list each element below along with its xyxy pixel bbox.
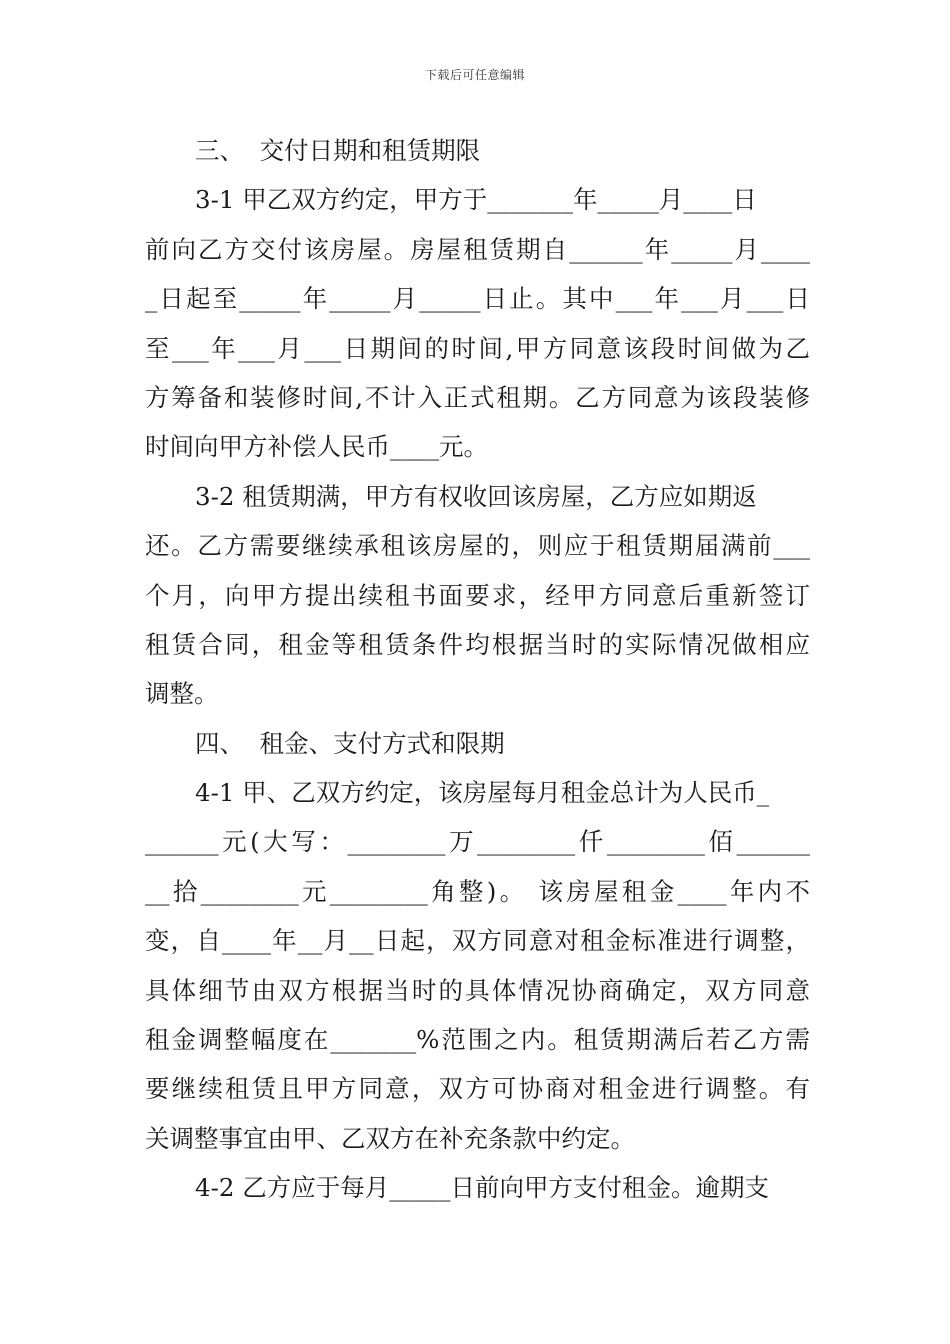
text-line: 要继续租赁且甲方同意，双方可协商对租金进行调整。有	[145, 1074, 810, 1104]
clause-first-line: 4-1 甲、乙双方约定，该房屋每月租金总计为人民币_	[195, 778, 769, 808]
document-body	[145, 126, 810, 1213]
text-line: 方筹备和装修时间,不计入正式租期。乙方同意为该段装修	[145, 382, 810, 412]
clause-first-line: 3-2 租赁期满，甲方有权收回该房屋，乙方应如期返	[195, 481, 757, 511]
clause-first-line: 4-2 乙方应于每月_____日前向甲方支付租金。逾期支	[195, 1173, 769, 1203]
text-line: 租金调整幅度在_______%范围之内。租赁期满后若乙方需	[145, 1025, 810, 1055]
text-line: __拾________元________角整)。 该房屋租金____年内不	[145, 876, 810, 906]
text-line: 时间向甲方补偿人民币____元。	[145, 432, 488, 462]
text-line: 还。乙方需要继续承租该房屋的，则应于租赁期届满前___	[145, 531, 810, 561]
text-line: 具体细节由双方根据当时的具体情况协商确定，双方同意	[145, 975, 810, 1005]
text-line: ______元(大写：________万________仟________佰______	[145, 827, 810, 857]
text-line: 个月，向甲方提出续租书面要求，经甲方同意后重新签订	[145, 580, 810, 610]
text-line: 至___年___月___日期间的时间,甲方同意该段时间做为乙	[145, 333, 810, 363]
text-line: 变，自____年__月__日起，双方同意对租金标准进行调整，	[145, 926, 810, 956]
text-line: 关调整事宜由甲、乙双方在补充条款中约定。	[145, 1123, 635, 1153]
text-line: 前向乙方交付该房屋。房屋租赁期自______年_____月____	[145, 234, 810, 264]
text-line: 租赁合同，租金等租赁条件均根据当时的实际情况做相应	[145, 629, 810, 659]
text-line: _日起至_____年_____月_____日止。其中___年___月___日	[145, 284, 810, 314]
text-line: 调整。	[145, 679, 219, 709]
clause-first-line: 3-1 甲乙双方约定，甲方于_______年_____月____日	[195, 185, 757, 215]
section-heading: 三、 交付日期和租赁期限	[195, 136, 481, 165]
section-heading: 四、 租金、支付方式和限期	[195, 728, 505, 758]
page-header: 下载后可任意编辑	[424, 68, 525, 82]
